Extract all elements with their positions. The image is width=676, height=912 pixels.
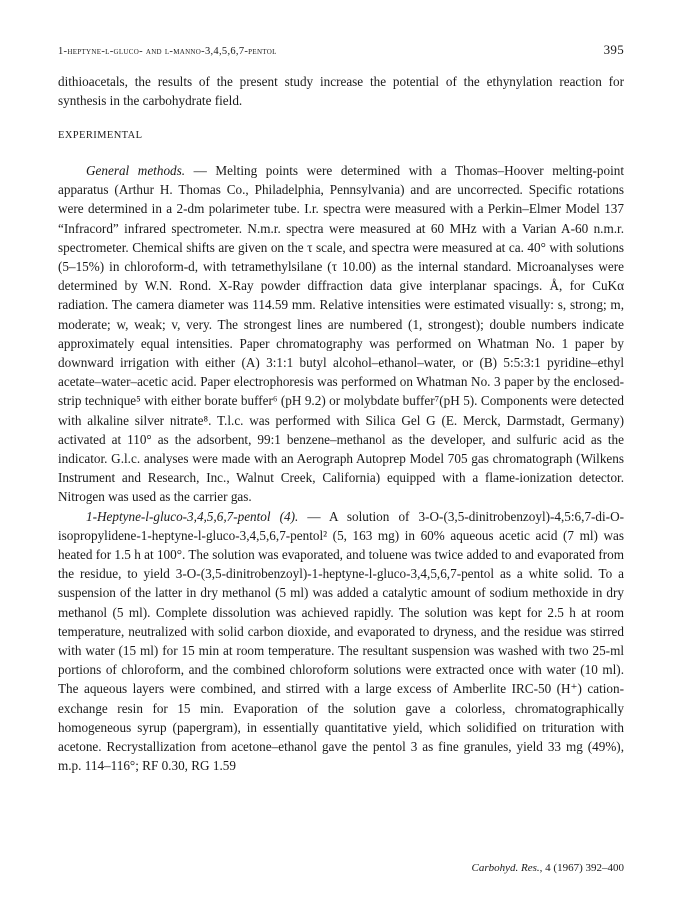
journal-name: Carbohyd. Res.,	[471, 862, 543, 874]
heptyne-text: — A solution of 3-O-(3,5-dinitrobenzoyl)-4,5:6,7-di-O-isopropylidene-1-heptyne-l-gluco-3,4,5,6,7-pentol² (5, 163 mg) in 60% aqueous acetic acid (7 ml) was heated for 1.5 h at 100°. The solution was evaporated, and toluene was twice added to and evaporated from the residue, to yield 3-O-(3,5-dinitrobenzoyl)-1-heptyne-l-gluco-3,4,5,6,7-pentol as a white solid. To a suspension of the latter in dry methanol (5 ml) was added a catalytic amount of sodium methoxide in dry methanol (5 ml). Complete dissolution was achieved rapidly. The solution was kept for 2.5 h at room temperature, neutralized with solid carbon dioxide, and evaporated to dryness, and the residue was stirred with water (15 ml) for 15 min at room temperature. The resultant suspension was washed with two 25-ml portions of chloroform, and the combined chloroform solutions were extracted once with water (10 ml). The aqueous layers were combined, and stirred with a large excess of Amberlite IRC-50 (H⁺) cation-exchange resin for 15 min. Evaporation of the solution gave a colorless, chromatographically homogeneous syrup (papergram), in essentially quantitative yield, which solidified on trituration with acetone. Recrystallization from acetone–ethanol gave the pentol 3 as fine granules, yield 33 mg (49%), m.p. 114–116°; RF 0.30, RG 1.59	[58, 508, 624, 774]
section-heading: EXPERIMENTAL	[58, 130, 143, 141]
running-head	[58, 42, 624, 58]
heptyne-lead: 1-Heptyne-l-gluco-3,4,5,6,7-pentol (4).	[86, 508, 299, 524]
intro-paragraph: dithioacetals, the results of the present study increase the potential of the ethynylation reaction for synthesis in the carbohydrate field.	[58, 74, 624, 108]
journal-citation	[472, 862, 624, 874]
general-methods-text: — Melting points were determined with a Thomas–Hoover melting-point apparatus (Arthur H. Thomas Co., Philadelphia, Pennsylvania) and are uncorrected. Specific rotations were determined in a 2-dm polarimeter tube. I.r. spectra were measured with a Perkin–Elmer Model 137 “Infracord” infrared spectrometer. N.m.r. spectra were measured at 60 MHz with a Varian A-60 n.m.r. spectrometer. Chemical shifts are given on the τ scale, and spectra were measured at ca. 40° with solutions (5–15%) in chloroform-d, with tetramethylsilane (τ 10.00) as the internal standard. Microanalyses were determined by W.N. Rond. X-Ray powder diffraction data give interplanar spacings. Å, for CuKα radiation. The camera diameter was 114.59 mm. Relative intensities were estimated visually: s, strong; m, moderate; w, weak; v, very. The strongest lines are numbered (1, strongest); double numbers indicate approximately equal intensities. Paper chromatography was performed on Whatman No. 1 paper by downward irrigation with either (A) 3:1:1 butyl alcohol–ethanol–water, or (B) 5:5:3:1 pyridine–ethyl acetate–water–acetic acid. Paper electrophoresis was performed on Whatman No. 3 paper by the enclosed-strip technique⁵ with either borate buffer⁶ (pH 9.2) or molybdate buffer⁷(pH 5). Components were detected with alkaline silver nitrate⁸. T.l.c. was performed with Silica Gel G (E. Merck, Darmstadt, Germany) activated at 110° as the adsorbent, 99:1 benzene–methanol as the developer, and sulfuric acid as the indicator. G.l.c. analyses were made with an Aerograph Autoprep Model 705 gas chromatograph (Wilkens Instrument and Research, Inc., Walnut Creek, California) equipped with a flame-ionization detector. Nitrogen was used as the carrier gas.	[58, 163, 624, 505]
heptyne-paragraph	[58, 507, 624, 776]
journal-volume: 4 (1967) 392–400	[542, 862, 624, 874]
general-methods-paragraph	[58, 161, 624, 507]
page-number: 395	[603, 42, 624, 57]
general-methods-lead: General methods.	[86, 163, 186, 178]
running-head-title: 1-heptyne-l-gluco- and l-manno-3,4,5,6,7-pentol	[58, 46, 277, 57]
experimental-body	[58, 161, 624, 776]
